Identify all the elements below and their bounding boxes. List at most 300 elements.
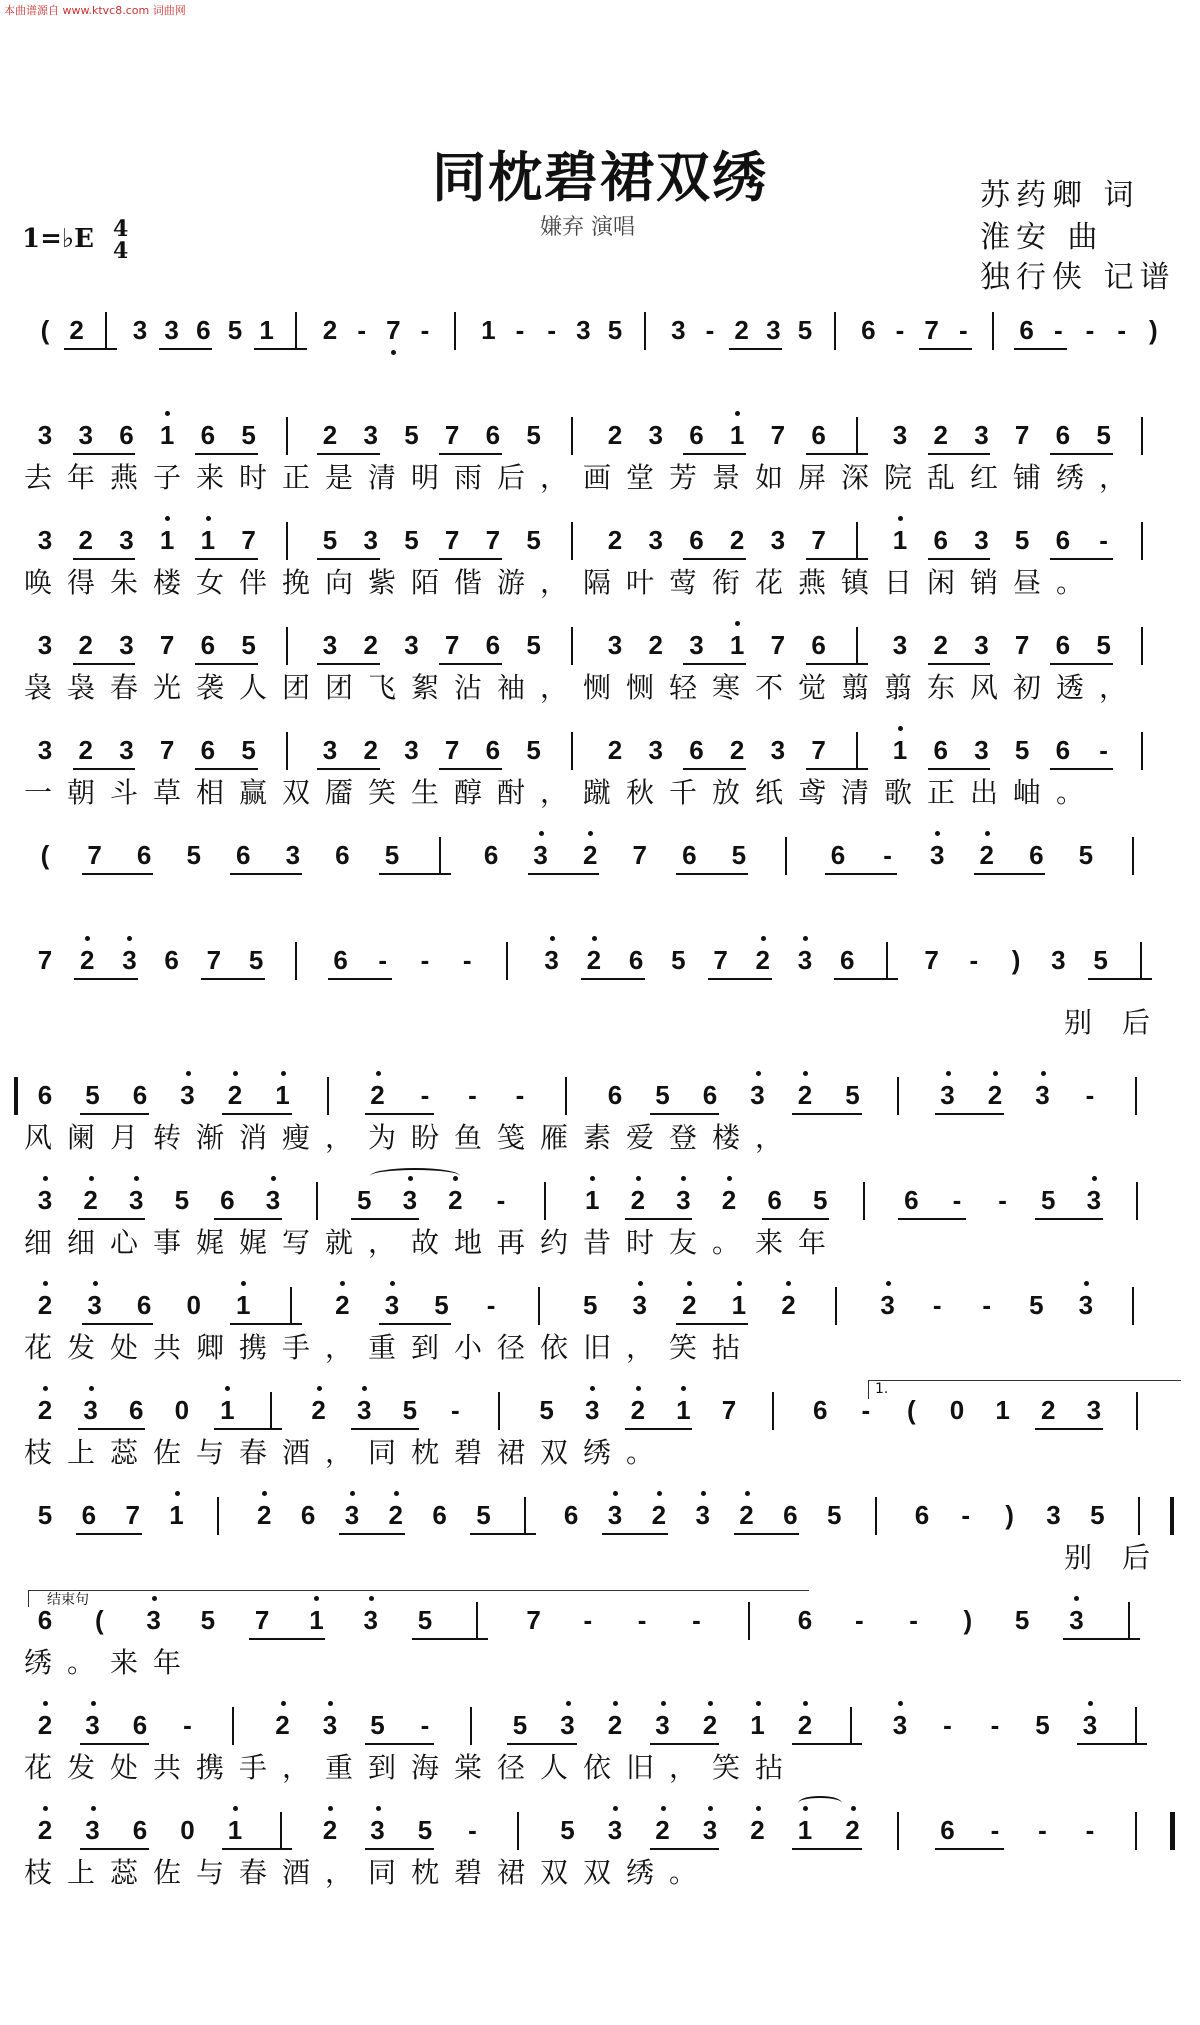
note: 3 <box>1046 1500 1061 1530</box>
note: 2 <box>448 1185 463 1215</box>
lyric-char: 轻 <box>668 671 697 704</box>
note: 7 <box>37 945 53 975</box>
note: 6 <box>236 840 251 870</box>
lyric-char: 斗 <box>109 776 138 809</box>
barline <box>524 1497 526 1535</box>
note: - <box>515 315 525 345</box>
high-octave-dot <box>592 936 597 941</box>
high-octave-dot <box>539 831 544 836</box>
lyric-char: 爱 <box>625 1121 654 1154</box>
high-octave-dot <box>851 1806 856 1811</box>
note: 1 <box>481 315 496 345</box>
note: - <box>932 1290 942 1320</box>
lyric-char: 子 <box>152 461 181 494</box>
barline <box>886 942 888 980</box>
notation-row <box>20 415 1180 455</box>
note: 2 <box>781 1290 796 1320</box>
ending-bracket <box>28 1590 809 1607</box>
barline <box>1135 1812 1137 1850</box>
note: 5 <box>512 1710 528 1740</box>
note: 1 <box>200 525 216 555</box>
note: 6 <box>200 735 216 765</box>
lyric-char: 别 <box>1063 1006 1092 1039</box>
lyric-char: 细 <box>66 1226 95 1259</box>
note: ) <box>1005 1500 1014 1530</box>
note: 3 <box>146 1605 161 1635</box>
note: 3 <box>770 735 786 765</box>
key-label: 1=♭E <box>22 224 94 254</box>
lyric-char: 瘦 <box>281 1121 310 1154</box>
note: 3 <box>78 420 93 450</box>
lyric-char: 转 <box>152 1121 181 1154</box>
note: 3 <box>37 630 53 660</box>
barline <box>1140 942 1142 980</box>
note: 5 <box>607 315 623 345</box>
note: 2 <box>750 1815 765 1845</box>
note: 1 <box>750 1710 765 1740</box>
high-octave-dot <box>175 1491 180 1496</box>
lyric-char: 乱 <box>926 461 955 494</box>
lyric-char: 花 <box>754 566 783 599</box>
lyric-char: 别 <box>1063 1541 1092 1574</box>
note: 6 <box>132 1710 148 1740</box>
lyric-char: 芳 <box>668 461 697 494</box>
note: 2 <box>607 1710 623 1740</box>
lyric-char: 闲 <box>926 566 955 599</box>
high-octave-dot <box>328 1806 333 1811</box>
lyric-char: 昔 <box>582 1226 611 1259</box>
lyric-char: 心 <box>109 1226 138 1259</box>
note: - <box>583 1605 593 1635</box>
note: - <box>990 1815 1000 1845</box>
note: - <box>420 1710 430 1740</box>
lyric-char: 与 <box>195 1856 224 1889</box>
note: 3 <box>632 1290 648 1320</box>
note: 1 <box>159 525 175 555</box>
lyric-char: 再 <box>496 1226 525 1259</box>
note: - <box>1085 1815 1095 1845</box>
repeat-end-bar <box>1170 1497 1174 1535</box>
high-octave-dot <box>761 936 766 941</box>
note: 1 <box>676 1395 691 1425</box>
note: 5 <box>241 735 256 765</box>
note: 3 <box>671 315 686 345</box>
barline <box>286 522 288 560</box>
note: 6 <box>81 1500 97 1530</box>
lyric-char: 同 <box>367 1436 396 1469</box>
note: 2 <box>69 315 84 345</box>
note: ) <box>963 1605 973 1635</box>
lyric-char: 佐 <box>152 1436 181 1469</box>
note: 2 <box>630 1395 646 1425</box>
note: 3 <box>655 1710 670 1740</box>
note: 7 <box>770 420 786 450</box>
barline <box>875 1497 877 1535</box>
lyric-char: 屏 <box>797 461 826 494</box>
barline <box>476 1602 478 1640</box>
note: 1 <box>227 1815 243 1845</box>
note: ) <box>1011 945 1021 975</box>
note: 6 <box>128 1395 144 1425</box>
lyrics-row <box>20 1435 1180 1471</box>
lyric-char: 正 <box>281 461 310 494</box>
note: 0 <box>174 1395 190 1425</box>
lyric-char: 棠 <box>453 1751 482 1784</box>
time-top: 4 <box>113 216 129 242</box>
lyric-char: ， <box>1098 671 1127 704</box>
lyric-char: 销 <box>969 566 998 599</box>
note: 2 <box>987 1080 1003 1110</box>
beam-line <box>806 558 869 560</box>
lyric-char: 酒 <box>281 1856 310 1889</box>
note: 5 <box>1040 1185 1056 1215</box>
lyric-char: 恻 <box>582 671 611 704</box>
lyric-char: 清 <box>367 461 396 494</box>
note: 6 <box>1055 525 1071 555</box>
notation-row <box>20 835 1180 875</box>
note: 2 <box>702 1710 718 1740</box>
note: 3 <box>892 630 908 660</box>
note: 3 <box>974 420 989 450</box>
notation-row <box>20 1285 1180 1325</box>
note: 6 <box>1055 735 1071 765</box>
note: 6 <box>839 945 855 975</box>
note: 3 <box>404 630 419 660</box>
note: 2 <box>729 735 745 765</box>
lyric-char: 来 <box>754 1226 783 1259</box>
lyric-char: 靥 <box>324 776 353 809</box>
note: 5 <box>560 1815 575 1845</box>
lyric-char: 旧 <box>582 1331 611 1364</box>
note: - <box>547 315 556 345</box>
lyric-char: 绣 <box>582 1436 611 1469</box>
high-octave-dot <box>727 1176 732 1181</box>
note: - <box>1099 525 1108 555</box>
note: 5 <box>476 1500 491 1530</box>
lyrics-row <box>20 670 1180 706</box>
notation-row <box>20 940 1180 980</box>
lyric-char: 镇 <box>840 566 869 599</box>
volta-label: 1. <box>875 1381 889 1397</box>
lyric-char: 紫 <box>367 566 396 599</box>
barline <box>232 1707 234 1745</box>
note: 6 <box>485 420 501 450</box>
note: 2 <box>78 735 93 765</box>
lyric-char: 绣 <box>1055 461 1084 494</box>
lyric-char: 碧 <box>453 1856 482 1889</box>
lyric-char: 东 <box>926 671 955 704</box>
barline <box>856 732 858 770</box>
note: 7 <box>87 840 102 870</box>
note: 5 <box>582 1290 598 1320</box>
note: 3 <box>750 1080 765 1110</box>
note: 5 <box>384 840 400 870</box>
note: 6 <box>689 420 704 450</box>
note: 3 <box>929 840 945 870</box>
lyric-char: 枝 <box>23 1856 52 1889</box>
note: 5 <box>404 525 419 555</box>
lyric-char: 。 <box>1055 566 1084 599</box>
lyric-char: 笑 <box>711 1751 740 1784</box>
lyric-char: 日 <box>883 566 912 599</box>
lyric-char: 。 <box>668 1856 697 1889</box>
high-octave-dot <box>89 1386 94 1391</box>
note: 3 <box>940 1080 955 1110</box>
lyrics-row <box>20 460 1180 496</box>
note: 2 <box>37 1815 53 1845</box>
lyric-char: 约 <box>539 1226 568 1259</box>
note: - <box>420 315 430 345</box>
barline <box>506 942 508 980</box>
note: 6 <box>132 1080 148 1110</box>
note: - <box>462 945 472 975</box>
note: 5 <box>1035 1710 1050 1740</box>
note: 3 <box>322 735 338 765</box>
note: - <box>982 1290 992 1320</box>
note: - <box>1038 1815 1047 1845</box>
note: 5 <box>322 525 338 555</box>
note: 5 <box>797 315 813 345</box>
lyric-char: ， <box>625 1331 654 1364</box>
note: 2 <box>322 420 338 450</box>
lyric-char: 渐 <box>195 1121 224 1154</box>
note: 3 <box>37 1185 53 1215</box>
note: 6 <box>940 1815 955 1845</box>
note: 6 <box>563 1500 579 1530</box>
note: 1 <box>797 1815 813 1845</box>
note: 7 <box>1014 630 1030 660</box>
lyric-char: ， <box>539 776 568 809</box>
note: 3 <box>1082 1710 1098 1740</box>
note: 5 <box>434 1290 449 1320</box>
lyrics-row <box>20 1330 1180 1366</box>
lyric-char: 佐 <box>152 1856 181 1889</box>
barline <box>286 732 288 770</box>
note: 3 <box>404 735 419 765</box>
note: 5 <box>186 840 201 870</box>
lyric-char: 为 <box>367 1121 396 1154</box>
beam-line <box>254 348 308 350</box>
high-octave-dot <box>376 1806 381 1811</box>
lyric-char: ， <box>754 1121 783 1154</box>
lyric-char: 写 <box>281 1226 310 1259</box>
lyric-char: 拈 <box>754 1751 783 1784</box>
note: 1 <box>729 420 745 450</box>
note: 6 <box>767 1185 782 1215</box>
lyric-char: 透 <box>1055 671 1084 704</box>
high-octave-dot <box>886 1281 891 1286</box>
note: 2 <box>363 630 378 660</box>
lyric-char: 登 <box>668 1121 697 1154</box>
lyric-char: 出 <box>969 776 998 809</box>
lyric-char: 春 <box>109 671 138 704</box>
note: 6 <box>1055 420 1071 450</box>
note: 6 <box>1055 630 1071 660</box>
note: 5 <box>1090 1500 1105 1530</box>
high-octave-dot <box>708 1701 713 1706</box>
high-octave-dot <box>1041 1071 1046 1076</box>
note: 2 <box>37 1710 53 1740</box>
lyric-char: 翦 <box>840 671 869 704</box>
lyrics-row <box>20 565 1180 601</box>
note: 5 <box>845 1080 860 1110</box>
note: 3 <box>402 1185 418 1215</box>
high-octave-dot <box>1084 1281 1089 1286</box>
lyric-char: 携 <box>195 1751 224 1784</box>
high-octave-dot <box>1088 1701 1093 1706</box>
note: ( <box>94 1605 104 1635</box>
lyric-char: 初 <box>1012 671 1041 704</box>
note: 5 <box>404 420 419 450</box>
high-octave-dot <box>317 1386 322 1391</box>
barline <box>785 837 787 875</box>
lyric-char: 事 <box>152 1226 181 1259</box>
lyric-char: 月 <box>109 1121 138 1154</box>
note: 2 <box>335 1290 350 1320</box>
note: - <box>883 840 892 870</box>
note: 7 <box>386 315 401 345</box>
barline <box>1132 1287 1134 1325</box>
note: 5 <box>1093 945 1108 975</box>
lyric-char: 风 <box>969 671 998 704</box>
note: 3 <box>702 1815 718 1845</box>
note: 2 <box>78 630 93 660</box>
lyric-char: ， <box>367 1226 396 1259</box>
high-octave-dot <box>1092 1176 1097 1181</box>
note: - <box>1085 1080 1095 1110</box>
note: 7 <box>444 420 460 450</box>
lyric-char: 依 <box>539 1331 568 1364</box>
lyric-char: 故 <box>410 1226 439 1259</box>
lyric-char: 秋 <box>625 776 654 809</box>
note: 0 <box>186 1290 201 1320</box>
lyric-char: 裙 <box>496 1856 525 1889</box>
barline <box>835 1287 837 1325</box>
note: 6 <box>861 315 876 345</box>
barline <box>286 627 288 665</box>
lyric-char: ， <box>539 461 568 494</box>
notation-row <box>20 1810 1180 1850</box>
note: 5 <box>655 1080 670 1110</box>
note: 7 <box>254 1605 270 1635</box>
note: 3 <box>85 1815 100 1845</box>
note: 3 <box>576 315 591 345</box>
note: 7 <box>125 1500 140 1530</box>
lyric-char: 雨 <box>453 461 482 494</box>
note: 5 <box>402 1395 418 1425</box>
lyric-char: 小 <box>453 1331 482 1364</box>
lyric-char: 赢 <box>238 776 267 809</box>
lyric-char: 处 <box>109 1751 138 1784</box>
lyric-char: 。 <box>711 1226 740 1259</box>
note: 2 <box>797 1710 813 1740</box>
lyric-char: 得 <box>66 566 95 599</box>
high-octave-dot <box>613 1806 618 1811</box>
note: 6 <box>812 1395 828 1425</box>
note: 3 <box>689 630 704 660</box>
note: 7 <box>444 630 460 660</box>
barline <box>850 1707 852 1745</box>
note: 2 <box>734 315 749 345</box>
high-octave-dot <box>985 831 990 836</box>
barline <box>1135 1707 1137 1745</box>
high-octave-dot <box>701 1491 706 1496</box>
note: 1 <box>159 420 175 450</box>
note: 2 <box>37 1395 53 1425</box>
note: - <box>486 1290 496 1320</box>
note: 1 <box>584 1185 600 1215</box>
note: 7 <box>1014 420 1030 450</box>
time-bottom: 4 <box>113 238 129 264</box>
note: 5 <box>1014 525 1030 555</box>
note: 6 <box>682 840 697 870</box>
note: 3 <box>85 1710 100 1740</box>
note: 5 <box>200 1605 216 1635</box>
note: 5 <box>241 420 256 450</box>
note: 3 <box>83 1395 98 1425</box>
note: 2 <box>37 1290 53 1320</box>
note: 2 <box>729 525 745 555</box>
note: 3 <box>607 630 623 660</box>
note: - <box>1099 735 1108 765</box>
lyric-char: 燕 <box>109 461 138 494</box>
note: 2 <box>682 1290 697 1320</box>
note: 7 <box>159 630 175 660</box>
note: - <box>998 1185 1007 1215</box>
note: - <box>952 1185 962 1215</box>
lyric-char: 卿 <box>195 1331 224 1364</box>
note: 6 <box>136 1290 152 1320</box>
note: 2 <box>739 1500 754 1530</box>
note: 3 <box>37 735 53 765</box>
note: 6 <box>196 315 211 345</box>
note: 6 <box>300 1500 316 1530</box>
note: 2 <box>83 1185 98 1215</box>
final-bar <box>1170 1812 1175 1850</box>
note: 6 <box>220 1185 235 1215</box>
note: 7 <box>713 945 728 975</box>
note: 7 <box>811 525 826 555</box>
note: 7 <box>770 630 786 660</box>
note: 6 <box>628 945 644 975</box>
note: 2 <box>311 1395 326 1425</box>
high-octave-dot <box>394 1491 399 1496</box>
note: ) <box>1148 315 1158 345</box>
lyric-char: 双 <box>582 1856 611 1889</box>
note: 5 <box>85 1080 100 1110</box>
note: - <box>854 1605 864 1635</box>
note: 6 <box>136 840 152 870</box>
note: - <box>515 1080 525 1110</box>
barline <box>498 1392 500 1430</box>
note: 3 <box>132 315 148 345</box>
lyric-char: 同 <box>367 1856 396 1889</box>
barline <box>863 1182 865 1220</box>
lyric-char: 女 <box>195 566 224 599</box>
barline <box>439 837 441 875</box>
high-octave-dot <box>350 1491 355 1496</box>
note: 6 <box>914 1500 930 1530</box>
lyric-char: 楼 <box>711 1121 740 1154</box>
note: 5 <box>227 315 243 345</box>
barline <box>834 312 836 350</box>
high-octave-dot <box>803 1071 808 1076</box>
barline <box>1138 1497 1140 1535</box>
note: 2 <box>797 1080 813 1110</box>
note: 2 <box>845 1815 860 1845</box>
note: 3 <box>607 1500 623 1530</box>
beam-line <box>806 453 869 455</box>
